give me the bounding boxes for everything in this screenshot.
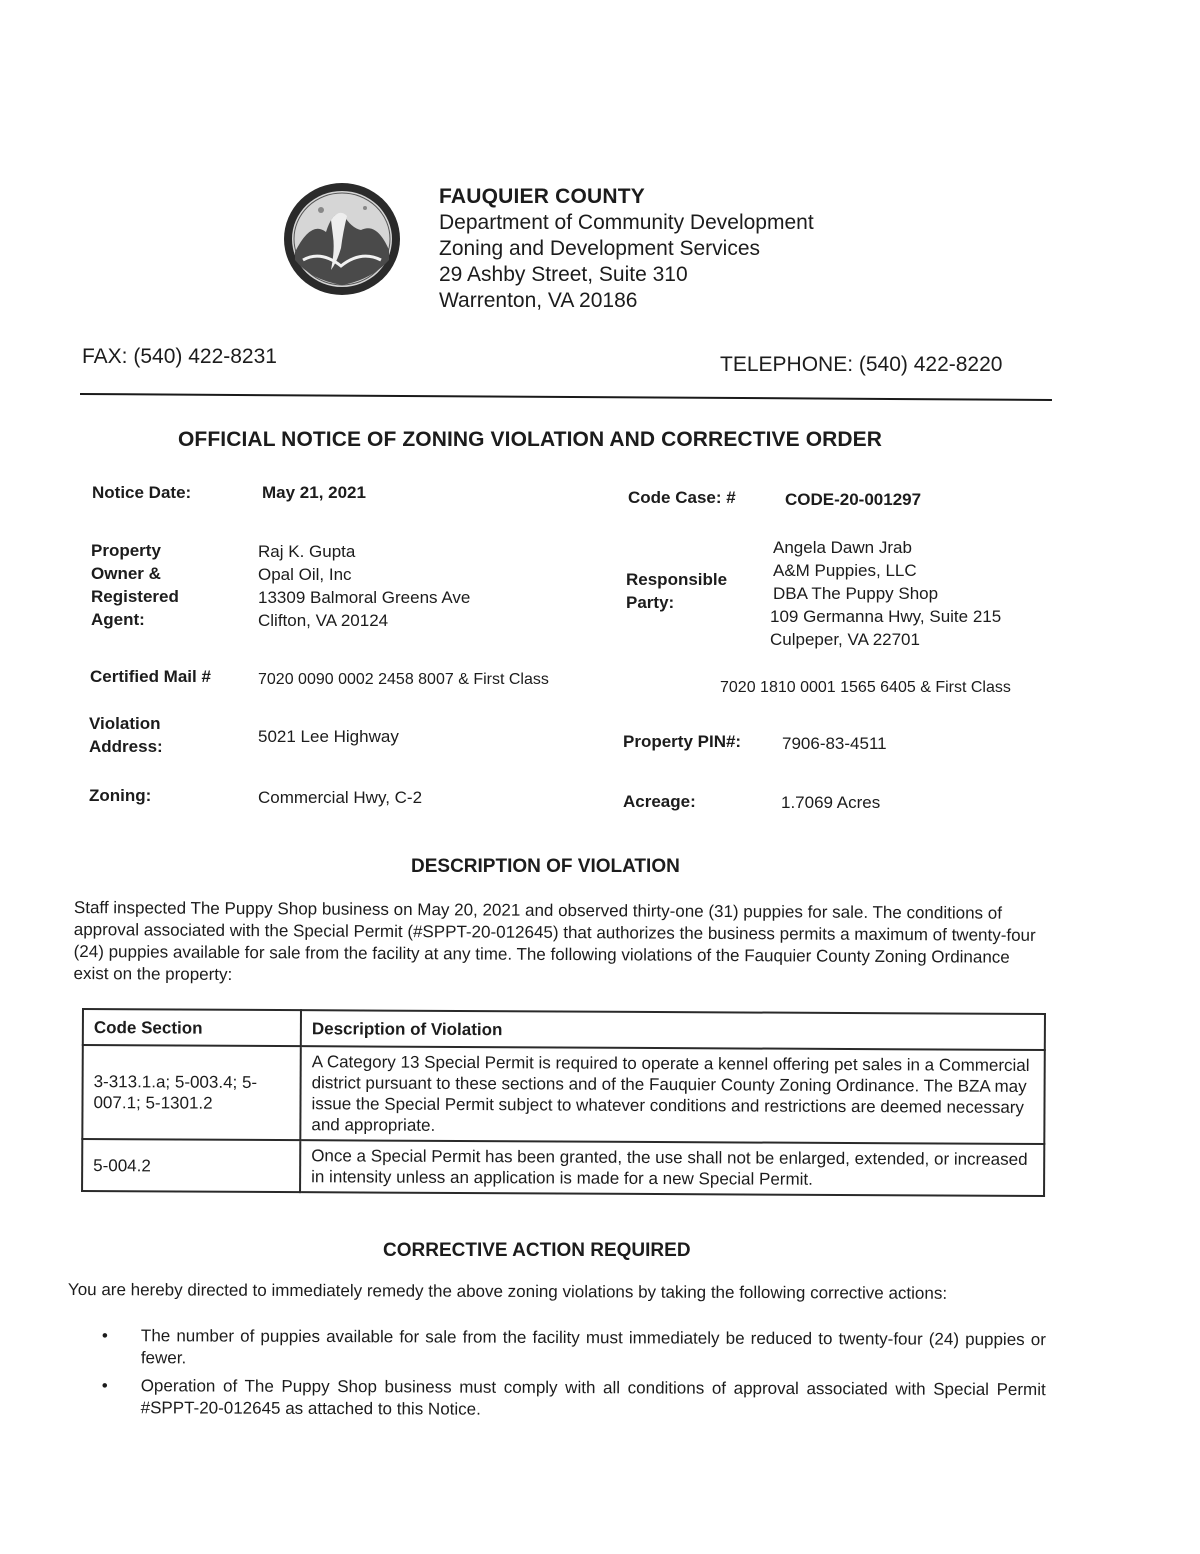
description-heading: DESCRIPTION OF VIOLATION: [411, 856, 680, 877]
owner-label-line: Registered: [91, 587, 179, 606]
certified-mail-owner: 7020 0090 0002 2458 8007 & First Class: [258, 671, 549, 688]
division-name: Zoning and Development Services: [439, 237, 761, 260]
certified-mail-label: Certified Mail #: [90, 667, 211, 686]
responsible-company: A&M Puppies, LLC: [773, 561, 917, 580]
responsible-party-label: [626, 568, 727, 614]
acreage-value: 1.7069 Acres: [781, 793, 881, 812]
corrective-action-text: Operation of The Puppy Shop business must comply with all conditions of approval associated with Special Permit #SPPT-20-012645 as attached to this Notice.: [140, 1376, 1046, 1419]
table-header-row: [83, 1009, 1045, 1050]
notice-date-label: Notice Date:: [92, 483, 192, 502]
owner-label-line: Agent:: [91, 610, 145, 629]
owner-street: 13309 Balmoral Greens Ave: [258, 588, 471, 607]
zoning-label: Zoning:: [89, 786, 152, 805]
code-case-label: Code Case: #: [628, 488, 736, 507]
fax-number: FAX: (540) 422-8231: [82, 345, 277, 368]
corrective-actions-list: [96, 1325, 1046, 1429]
city-state-zip: Warrenton, VA 20186: [439, 289, 638, 312]
violations-table: [81, 1008, 1046, 1197]
table-row: [82, 1045, 1044, 1144]
violation-address-label: [89, 712, 163, 758]
corrective-action-text: The number of puppies available for sale from the facility must immediately be reduced to twenty-four (24) puppies or fewer.: [140, 1326, 1046, 1368]
owner-label: [91, 539, 179, 631]
property-pin-label: Property PIN#:: [623, 732, 742, 751]
list-item: [96, 1375, 1046, 1423]
bullet-icon: •: [101, 1326, 108, 1346]
code-section-cell: 5-004.2: [82, 1139, 300, 1192]
county-seal-icon: [281, 180, 403, 298]
violation-address-label-line: Violation: [89, 714, 161, 733]
owner-company: Opal Oil, Inc: [258, 565, 352, 584]
responsible-label-line: Responsible: [626, 570, 728, 589]
header-divider: [80, 393, 1052, 401]
org-name: FAUQUIER COUNTY: [439, 185, 646, 208]
corrective-intro: You are hereby directed to immediately remedy the above zoning violations by taking the following corrective actions:: [67, 1280, 948, 1303]
responsible-city: Culpeper, VA 22701: [770, 630, 920, 649]
owner-label-line: Property: [91, 541, 161, 560]
document-title: OFFICIAL NOTICE OF ZONING VIOLATION AND CORRECTIVE ORDER: [178, 428, 883, 451]
code-section-cell: 3-313.1.a; 5-003.4; 5-007.1; 5-1301.2: [82, 1045, 300, 1140]
description-cell: A Category 13 Special Permit is required to operate a kennel offering pet sales in a Commercial district pursuant to these sections and of the Fauquier County Zoning Ordinance. The BZA may issue the Special Permit subject to whatever conditions and restrictions are deemed necessary and appropriate.: [300, 1046, 1044, 1144]
column-header-description: Description of Violation: [301, 1010, 1045, 1050]
department-name: Department of Community Development: [439, 211, 814, 234]
table-row: [82, 1139, 1044, 1196]
letterhead-address: [439, 184, 814, 314]
description-cell: Once a Special Permit has been granted, the use shall not be enlarged, extended, or increased in intensity unless an application is made for a new Special Permit.: [300, 1140, 1044, 1196]
responsible-street: 109 Germanna Hwy, Suite 215: [770, 607, 1002, 626]
telephone-number: TELEPHONE: (540) 422-8220: [720, 353, 1003, 376]
notice-date-value: May 21, 2021: [262, 483, 366, 502]
owner-city: Clifton, VA 20124: [258, 611, 389, 630]
zoning-value: Commercial Hwy, C-2: [258, 788, 423, 807]
column-header-code-section: Code Section: [83, 1009, 301, 1046]
street-address: 29 Ashby Street, Suite 310: [439, 263, 688, 286]
description-text: Staff inspected The Puppy Shop business on May 20, 2021 and observed thirty-one (31) puppies for sale. The conditions of approval associated with the Special Permit (#SPPT-20-012645) that authorizes the business permits a maximum of twenty-four (24) puppies available for sale from the facility at any time. The following violations of the Fauquier County Zoning Ordinance exist on the property:: [73, 898, 1036, 984]
responsible-label-line: Party:: [626, 593, 675, 612]
acreage-label: Acreage:: [623, 792, 696, 811]
responsible-name: Angela Dawn Jrab: [773, 538, 912, 557]
owner-value: [258, 540, 470, 632]
corrective-heading: CORRECTIVE ACTION REQUIRED: [383, 1240, 691, 1261]
certified-mail-responsible: 7020 1810 0001 1565 6405 & First Class: [720, 679, 1011, 696]
owner-label-line: Owner &: [91, 564, 161, 583]
property-pin-value: 7906-83-4511: [782, 734, 887, 753]
code-case-value: CODE-20-001297: [785, 490, 922, 509]
responsible-party-value: [770, 536, 1001, 651]
list-item: [96, 1325, 1046, 1373]
owner-name: Raj K. Gupta: [258, 542, 356, 561]
violation-address-label-line: Address:: [89, 737, 163, 756]
violation-address-value: 5021 Lee Highway: [258, 727, 399, 746]
responsible-dba: DBA The Puppy Shop: [773, 584, 939, 603]
bullet-icon: •: [101, 1376, 108, 1396]
